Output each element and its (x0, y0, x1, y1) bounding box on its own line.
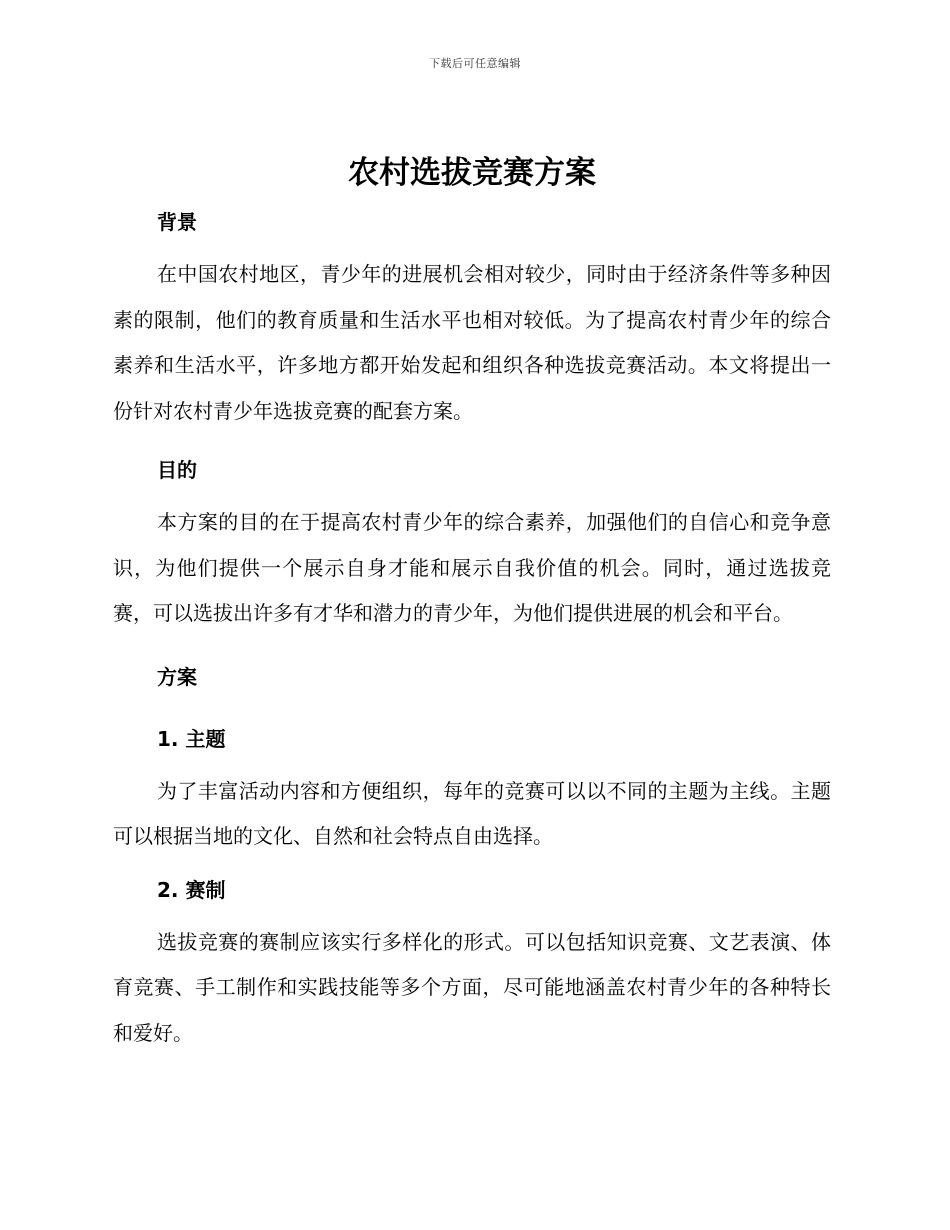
document-title: 农村选拔竞赛方案 (348, 155, 596, 191)
section-heading-plan: 方案 (157, 664, 197, 689)
subsection-heading-format: 2. 赛制 (157, 877, 226, 902)
paragraph-background: 在中国农村地区，青少年的进展机会相对较少，同时由于经济条件等多种因素的限制，他们的教育质量和生活水平也相对较低。为了提高农村青少年的综合素养和生活水平，许多地方都开始发起和组织各种选拔竞赛活动。本文将提出一份针对农村青少年选拔竞赛的配套方案。 (113, 262, 831, 423)
subsection-heading-theme: 1. 主题 (157, 726, 226, 751)
paragraph-theme: 为了丰富活动内容和方便组织，每年的竞赛可以以不同的主题为主线。主题可以根据当地的文化、自然和社会特点自由选择。 (113, 778, 831, 848)
section-heading-purpose: 目的 (157, 458, 197, 482)
paragraph-purpose: 本方案的目的在于提高农村青少年的综合素养，加强他们的自信心和竞争意识，为他们提供一个展示自身才能和展示自我价值的机会。同时，通过选拔竞赛，可以选拔出许多有才华和潜力的青少年，为他们提供进展的机会和平台。 (113, 510, 831, 625)
document-body (113, 148, 831, 1056)
paragraph-format: 选拔竞赛的赛制应该实行多样化的形式。可以包括知识竞赛、文艺表演、体育竞赛、手工制作和实践技能等多个方面，尽可能地涵盖农村青少年的各种特长和爱好。 (113, 929, 831, 1045)
section-heading-background: 背景 (157, 210, 197, 234)
page-header-note: 下载后可任意编辑 (429, 57, 521, 70)
